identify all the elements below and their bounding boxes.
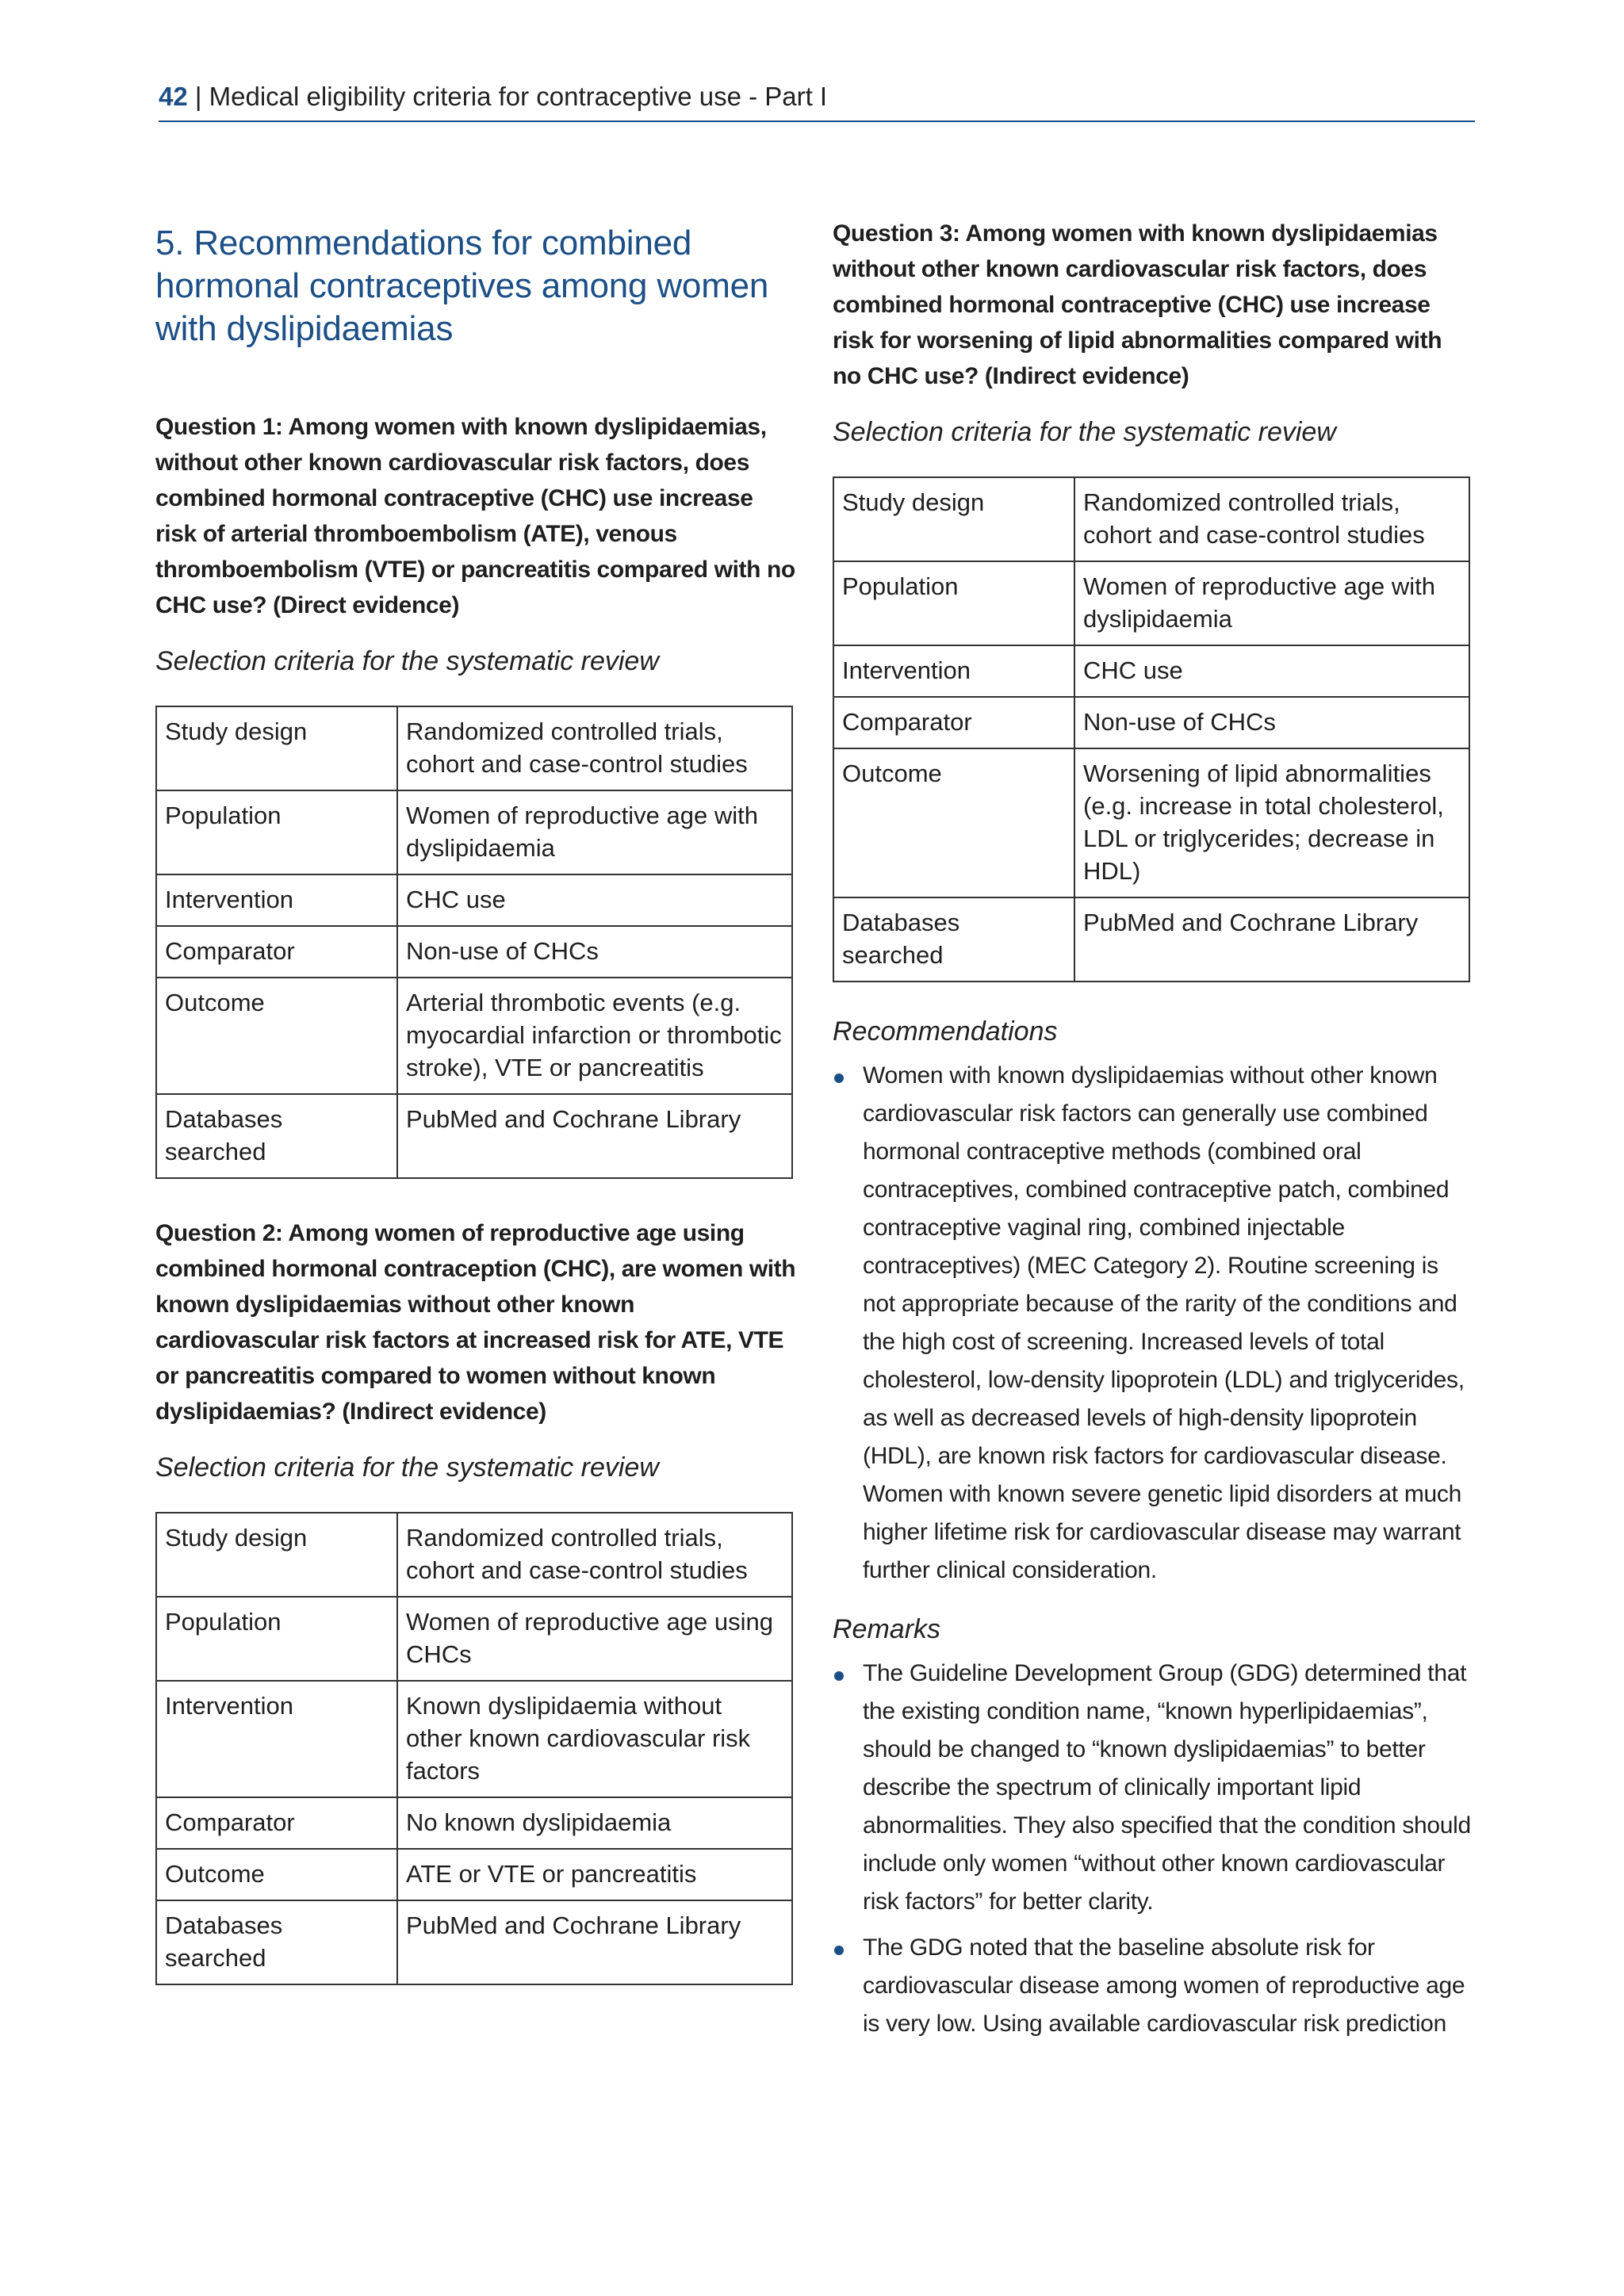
question-1-criteria-table [155,706,793,1179]
row-value: PubMed and Cochrane Library [1074,897,1469,982]
row-value: Non-use of CHCs [1074,697,1469,748]
row-label: Population [156,1597,397,1681]
question-2-criteria-table [155,1512,793,1985]
row-value: PubMed and Cochrane Library [397,1900,792,1984]
row-value: Known dyslipidaemia without other known cardiovascular risk factors [397,1681,792,1797]
recommendations-list [833,1057,1475,1590]
row-label: Outcome [156,978,397,1094]
bullet-icon [834,1671,844,1681]
question-2-text: Question 2: Among women of reproductive age using combined hormonal contraception (CHC), are women with known dyslipidaemias without other known cardiovascular risk factors at increased risk for ATE, VTE or pancreatitis compared to women without known dyslipidaemias? (Indirect evidence) [155,1220,796,1425]
table-row [156,978,792,1094]
table-row [156,1513,792,1597]
table-row [833,697,1469,748]
table-row [833,477,1469,561]
row-label: Comparator [833,697,1074,748]
table-row [156,1681,792,1797]
row-value: Randomized controlled trials, cohort and case-control studies [397,1513,792,1597]
row-value: Randomized controlled trials, cohort and case-control studies [397,706,792,790]
table-row [833,897,1469,982]
question-3-criteria-table [833,476,1470,982]
row-label: Population [156,790,397,874]
bullet-icon [834,1073,844,1083]
question-1-text: Question 1: Among women with known dyslipidaemias, without other known cardiovascular risk factors, does combined hormonal contraceptive (CHC) use increase risk of arterial thromboembolism (ATE), venous thromboembolism (VTE) or pancreatitis compared with no CHC use? (Direct evidence) [155,414,795,618]
recommendations-heading: Recommendations [833,1016,1058,1047]
remark-text: The GDG noted that the baseline absolute risk for cardiovascular disease among women of reproductive age is very low. Using available cardiovascular risk prediction [863,1934,1465,2037]
table-row [156,1849,792,1900]
table-row [156,1797,792,1849]
row-label: Databases searched [156,1094,397,1178]
page-number: 42 [159,82,188,111]
row-label: Comparator [156,926,397,978]
row-label: Study design [156,706,397,790]
remarks-list [833,1655,1475,2043]
list-item [833,1929,1475,2043]
row-label: Intervention [156,1681,397,1797]
table-row [156,1597,792,1681]
left-column [155,216,798,1985]
row-label: Databases searched [156,1900,397,1984]
row-label: Outcome [156,1849,397,1900]
header-title: Medical eligibility criteria for contraceptive use - Part I [209,82,828,111]
remark-text: The Guideline Development Group (GDG) determined that the existing condition name, “known hyperlipidaemias”, should be changed to “known dyslipidaemias” to better describe the spectrum of clinically important lipid abnormalities. They also specified that the condition should include only women “without other known cardiovascular risk factors” for better clarity. [863,1660,1471,1915]
row-label: Databases searched [833,897,1074,982]
row-value: Arterial thrombotic events (e.g. myocardial infarction or thrombotic stroke), VTE or pancreatitis [397,978,792,1094]
running-header [159,79,1475,114]
table-row [156,926,792,978]
row-value: Women of reproductive age using CHCs [397,1597,792,1681]
table-row [156,790,792,874]
question-3-criteria-heading: Selection criteria for the systematic review [833,417,1336,447]
table-row [156,706,792,790]
row-value: Randomized controlled trials, cohort and case-control studies [1074,477,1469,561]
header-rule [159,121,1475,122]
section-title: 5. Recommendations for combined hormonal contraceptives among women with dyslipidaemias [155,224,769,348]
list-item [833,1655,1475,1921]
row-value: No known dyslipidaemia [397,1797,792,1849]
question-3-text: Question 3: Among women with known dyslipidaemias without other known cardiovascular risk factors, does combined hormonal contraceptive (CHC) use increase risk for worsening of lipid abnormalities compared with no CHC use? (Indirect evidence) [833,220,1442,389]
row-label: Study design [156,1513,397,1597]
table-row [833,645,1469,697]
table-row [156,1094,792,1178]
row-value: Women of reproductive age with dyslipidaemia [1074,561,1469,645]
row-label: Intervention [156,874,397,926]
row-label: Population [833,561,1074,645]
row-label: Outcome [833,748,1074,897]
table-row [833,748,1469,897]
row-value: PubMed and Cochrane Library [397,1094,792,1178]
bullet-icon [834,1946,844,1955]
row-label: Study design [833,477,1074,561]
table-row [833,561,1469,645]
row-value: CHC use [397,874,792,926]
question-1-criteria-heading: Selection criteria for the systematic review [155,646,659,676]
row-value: CHC use [1074,645,1469,697]
row-label: Intervention [833,645,1074,697]
row-label: Comparator [156,1797,397,1849]
remarks-heading: Remarks [833,1614,941,1644]
row-value: Worsening of lipid abnormalities (e.g. increase in total cholesterol, LDL or triglycerides; decrease in HDL) [1074,748,1469,897]
right-column [833,216,1475,2051]
row-value: Women of reproductive age with dyslipidaemia [397,790,792,874]
recommendation-text: Women with known dyslipidaemias without other known cardiovascular risk factors can generally use combined hormonal contraceptive methods (combined oral contraceptives, combined contraceptive patch, combined contraceptive vaginal ring, combined injectable contraceptives) (MEC Category 2). Routine screening is not appropriate because of the rarity of the conditions and the high cost of screening. Increased levels of total cholesterol, low-density lipoprotein (LDL) and triglycerides, as well as decreased levels of high-density lipoprotein (HDL), are known risk factors for cardiovascular disease. Women with known severe genetic lipid disorders at much higher lifetime risk for cardiovascular disease may warrant further clinical consideration. [863,1062,1465,1583]
list-item [833,1057,1475,1590]
table-row [156,874,792,926]
header-separator: | [194,82,202,111]
question-2-criteria-heading: Selection criteria for the systematic review [155,1452,659,1483]
row-value: Non-use of CHCs [397,926,792,978]
row-value: ATE or VTE or pancreatitis [397,1849,792,1900]
table-row [156,1900,792,1984]
